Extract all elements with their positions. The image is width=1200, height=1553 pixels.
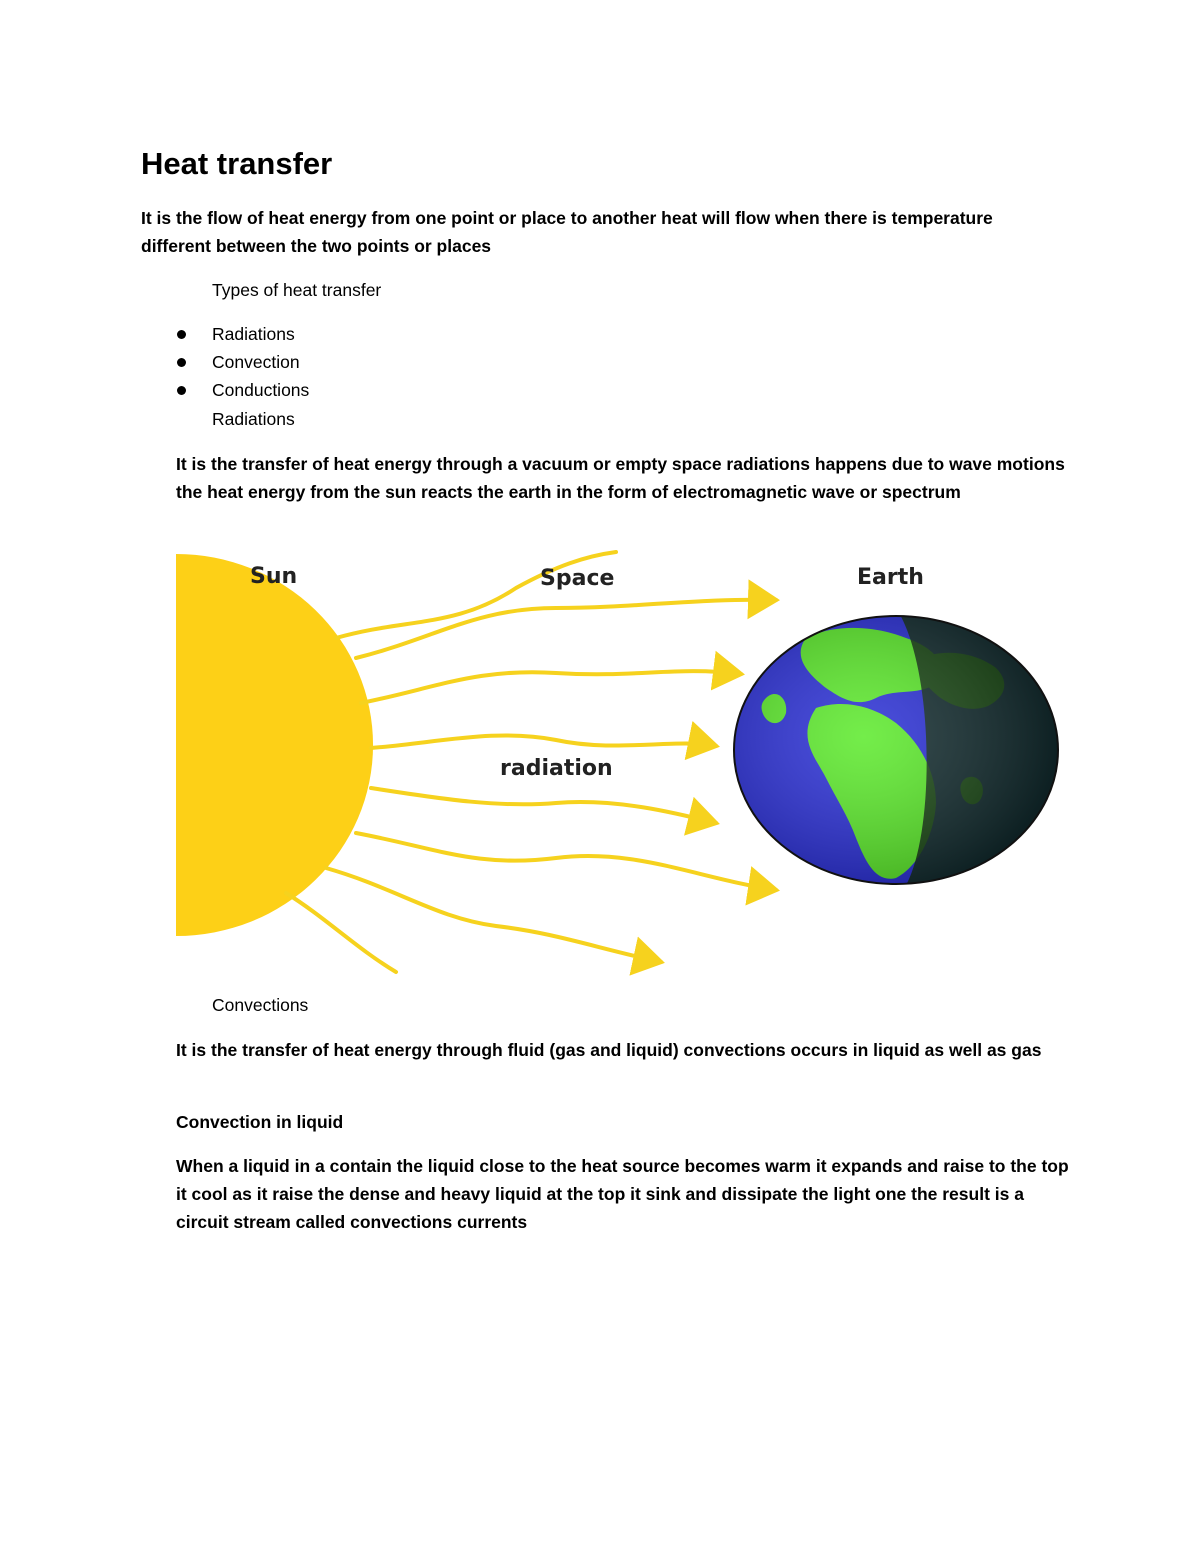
radiation-paragraph: It is the transfer of heat energy through a vacuum or empty space radiations happens due to wave motions the heat energy from the sun reacts the earth in the form of electromagnetic wave or spectrum [176, 454, 1065, 502]
convection-paragraph: It is the transfer of heat energy through fluid (gas and liquid) convections occurs in liquid as well as gas [176, 1040, 1042, 1060]
bullet-icon [177, 386, 186, 395]
earth-label: Earth [857, 565, 924, 590]
list-item [175, 376, 309, 404]
radiation-label: radiation [500, 756, 613, 781]
types-heading: Types of heat transfer [212, 280, 382, 300]
liquid-convection-heading: Convection in liquid [176, 1112, 344, 1132]
ray [361, 671, 741, 703]
liquid-convection-paragraph: When a liquid in a contain the liquid close to the heat source becomes warm it expands and raise to the top it cool as it raise the dense and heavy liquid at the top it sink and dissipate the light one the result is a circuit stream called convections currents [176, 1156, 1069, 1232]
radiation-diagram [176, 548, 1066, 978]
types-list [175, 320, 309, 404]
radiation-heading: Radiations [212, 409, 295, 429]
ray [356, 833, 776, 890]
ray [371, 735, 716, 748]
earth-globe [734, 608, 1066, 893]
bullet-icon [177, 330, 186, 339]
list-item [175, 320, 309, 348]
list-item [175, 348, 309, 376]
ray [356, 600, 776, 658]
convection-heading: Convections [212, 995, 309, 1015]
sun-shape [176, 554, 373, 936]
list-item-label: Radiations [212, 324, 295, 344]
sun-label: Sun [250, 564, 298, 589]
ray [286, 893, 396, 972]
ray [326, 868, 661, 962]
space-label: Space [540, 566, 615, 591]
intro-paragraph: It is the flow of heat energy from one point or place to another heat will flow when there is temperature different between the two points or places [141, 208, 993, 256]
list-item-label: Conductions [212, 380, 310, 400]
list-item-label: Convection [212, 352, 300, 372]
bullet-icon [177, 358, 186, 367]
page-title: Heat transfer [141, 146, 333, 181]
ray [336, 552, 616, 638]
ray [371, 788, 716, 823]
